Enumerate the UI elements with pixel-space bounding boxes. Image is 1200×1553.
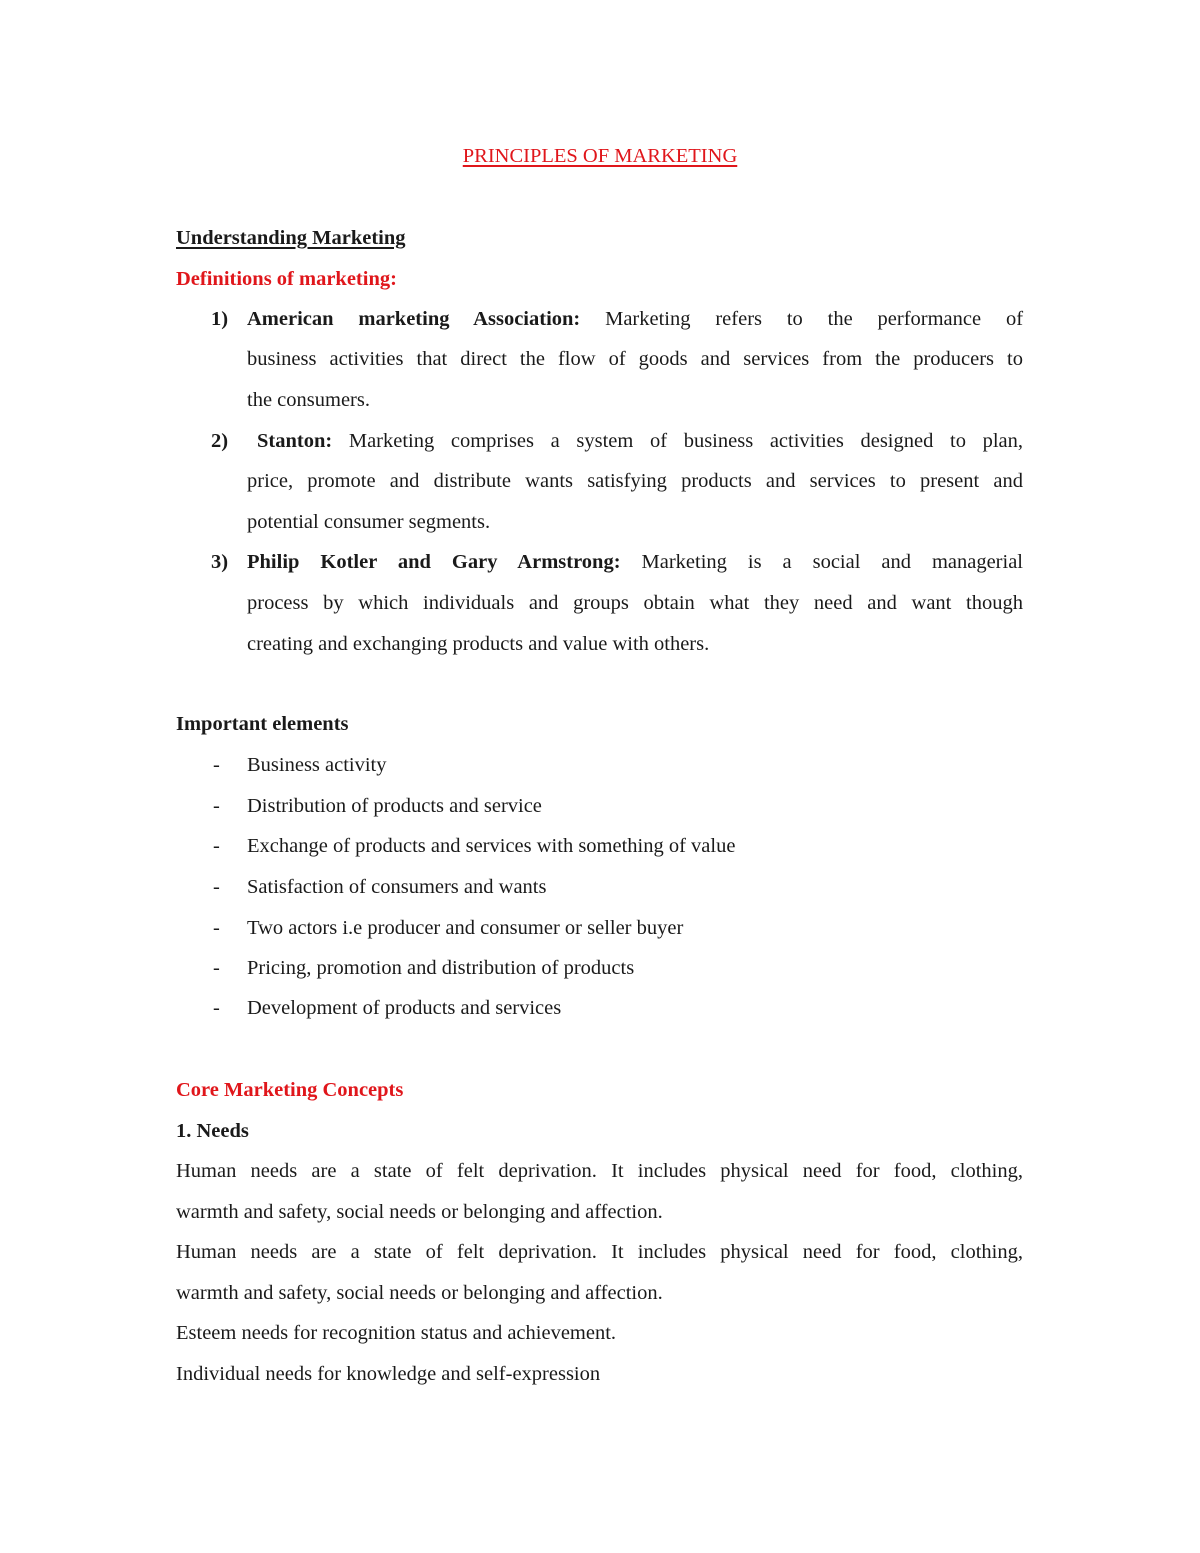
definition-text: price, promote and distribute wants satisfying products and services to present and [247,470,1023,492]
paragraph-line: Individual needs for knowledge and self-expression [176,1363,601,1385]
definition-first-line [247,305,1023,333]
bullet-dash: - [213,835,220,857]
definition-text: business activities that direct the flow of goods and services from the producers to [247,348,1023,370]
bullet-dash: - [213,876,220,898]
paragraph-line: Human needs are a state of felt deprivation. It includes physical need for food, clothing, [176,1241,1023,1263]
definition-term: Philip Kotler and Gary Armstrong: [247,551,621,573]
definition-text: process by which individuals and groups obtain what they need and want though [247,592,1023,614]
paragraph-line: warmth and safety, social needs or belonging and affection. [176,1201,663,1223]
definition-first-line [247,548,1023,576]
definition-term: Stanton: [257,430,333,452]
definition-text: creating and exchanging products and value with others. [247,633,710,655]
bullet-dash: - [213,917,220,939]
list-item: Two actors i.e producer and consumer or seller buyer [247,917,684,939]
list-item: Satisfaction of consumers and wants [247,876,547,898]
definition-text: Marketing comprises a system of business activities designed to plan, [348,430,1024,452]
definition-number: 1) [211,308,229,330]
bullet-dash: - [213,997,220,1019]
definition-text: potential consumer segments. [247,511,491,533]
paragraph-line: Esteem needs for recognition status and achievement. [176,1322,617,1344]
definition-term: American marketing Association: [247,308,581,330]
definition-text: Marketing refers to the performance of [605,308,1024,330]
document-title: PRINCIPLES OF MARKETING [462,145,738,167]
definition-text: the consumers. [247,389,370,411]
section-heading: Understanding Marketing [176,227,406,249]
list-item: Distribution of products and service [247,795,542,817]
bullet-dash: - [213,795,220,817]
definition-text: Marketing is a social and managerial [641,551,1023,573]
core-heading: Core Marketing Concepts [176,1079,404,1101]
bullet-dash: - [213,957,220,979]
definition-number: 3) [211,551,229,573]
definition-first-line [257,427,1023,455]
definition-number: 2) [211,430,229,452]
elements-heading: Important elements [176,713,349,735]
list-item: Pricing, promotion and distribution of products [247,957,635,979]
bullet-dash: - [213,754,220,776]
list-item: Business activity [247,754,387,776]
paragraph-line: Human needs are a state of felt deprivation. It includes physical need for food, clothing, [176,1160,1023,1182]
needs-heading: 1. Needs [176,1120,249,1142]
paragraph-line: warmth and safety, social needs or belonging and affection. [176,1282,663,1304]
list-item: Development of products and services [247,997,562,1019]
list-item: Exchange of products and services with something of value [247,835,736,857]
definitions-subheading: Definitions of marketing: [176,268,397,290]
